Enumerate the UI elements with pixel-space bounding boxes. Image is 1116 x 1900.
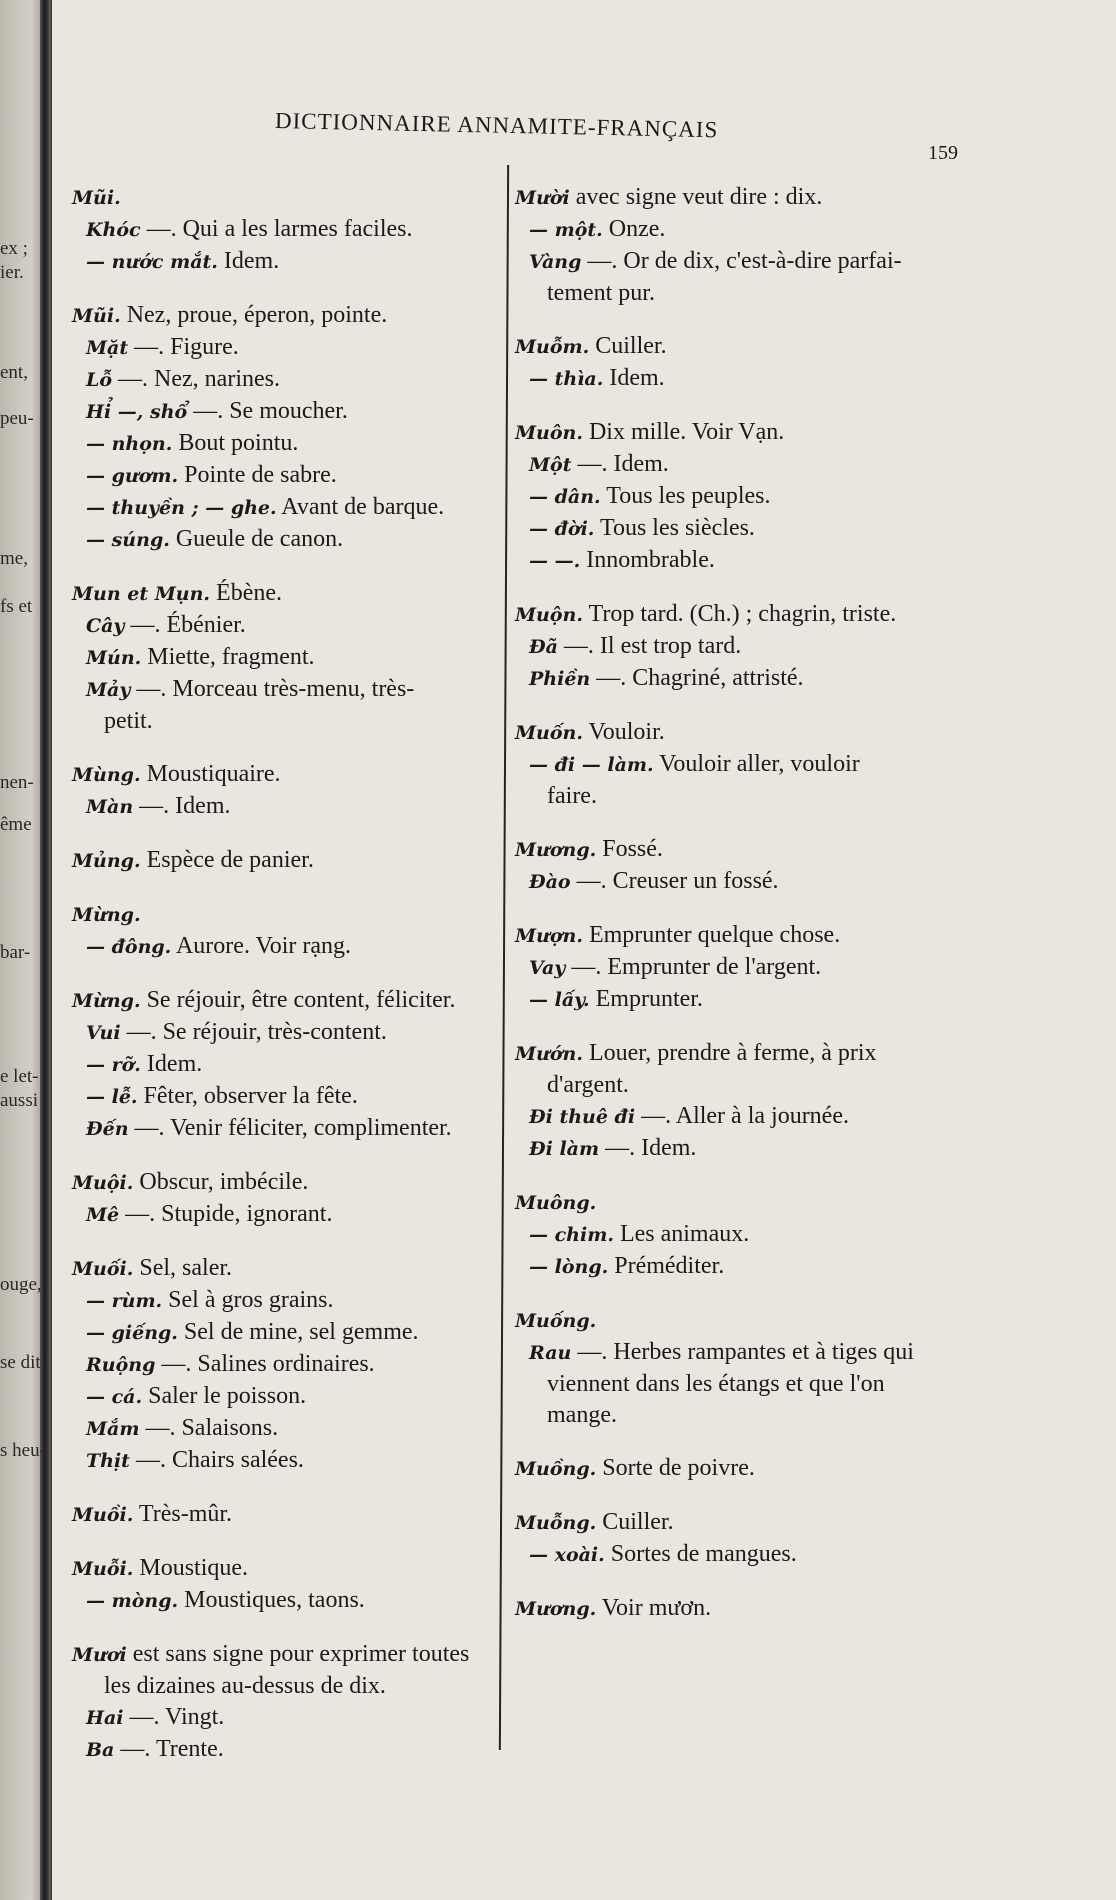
entry-headline [72,899,492,931]
entry-subline [72,1413,492,1445]
headword: Mũi. [72,305,121,327]
headword: Ruộng [86,1354,156,1376]
entry-subline [72,460,492,492]
definition-text: Avant de barque. [276,494,445,520]
headword: Phiền [529,668,591,690]
headword: — dân. [529,486,601,508]
entry-headline [72,759,492,791]
headword: Muông. [515,1192,597,1214]
definition-text: —. Emprunter de l'argent. [565,954,822,980]
headword: — rùm. [86,1290,163,1312]
definition-text: Aurore. Voir rạng. [171,933,352,959]
definition-text: Cuiller. [589,333,667,359]
dictionary-entry [72,899,492,963]
entry-subline [72,791,492,823]
definition-text: Sel, saler. [133,1255,233,1281]
headword: Vàng [529,251,582,273]
entry-subline [72,332,492,364]
headword: Mủng. [72,850,141,872]
definition-text: Idem. [217,248,280,274]
dictionary-entry [515,1038,975,1165]
page-number: 159 [928,142,958,164]
headword: Muồng. [515,1458,597,1480]
dictionary-entry [515,1187,975,1283]
definition-text: Bout pointu. [172,430,299,456]
definition-text: —. Stupide, ignorant. [119,1201,333,1227]
entry-headline [72,1167,492,1199]
entry-headline [515,599,975,631]
headword: — đời. [529,518,595,540]
entry-subline [72,1445,492,1477]
headword: Mừng. [72,904,141,926]
definition-text: —. Se moucher. [187,398,348,424]
definition-text: les dizaines au-dessus de dix. [104,1673,386,1699]
definition-text: —. Or de dix, c'est-à-dire parfai- [581,248,902,274]
headword: Mắm [86,1418,140,1440]
entry-headline [72,1253,492,1285]
definition-text: Louer, prendre à ferme, à prix [582,1040,877,1066]
definition-text: Cuiller. [596,1509,674,1535]
right-column [515,182,975,1647]
entry-headline [72,1499,492,1531]
entry-subline [515,1133,975,1165]
dictionary-entry [515,1507,975,1571]
headword: — lòng. [529,1256,609,1278]
entry-subline [515,1369,975,1400]
entry-subline [515,1251,975,1283]
dictionary-entry [72,1553,492,1617]
headword: Cây [86,615,125,637]
entry-subline [72,642,492,674]
dictionary-entry [72,1499,492,1531]
headword: Mê [86,1204,120,1226]
entry-subline [515,363,975,395]
entry-headline [515,1038,975,1070]
previous-page-fragment: se dit [0,1352,41,1373]
headword: Muộn. [515,604,583,626]
headword: — một. [529,219,603,241]
entry-subline [72,492,492,524]
dictionary-entry [515,417,975,577]
headword: Rau [529,1342,572,1364]
headword: — lễ. [86,1086,138,1108]
entry-subline [515,481,975,513]
dictionary-entry [72,1253,492,1477]
dictionary-entry [72,1167,492,1231]
definition-text: Espèce de panier. [140,847,314,873]
left-column [72,182,492,1788]
definition-text: Sorte de poivre. [596,1455,755,1481]
definition-text: —. Chagriné, attristé. [590,665,804,691]
dictionary-entry [515,834,975,898]
definition-text: Pointe de sabre. [178,462,337,488]
entry-subline [72,1381,492,1413]
headword: Muỗng. [515,1512,597,1534]
entry-subline [72,1285,492,1317]
entry-subline [72,1049,492,1081]
definition-text: Onze. [602,216,666,242]
definition-text: —. Aller à la journée. [635,1103,849,1129]
definition-text: Moustiques, taons. [178,1587,365,1613]
entry-subline [72,214,492,246]
entry-subline [72,931,492,963]
previous-page-fragment: ême [0,814,32,835]
headword: Đi làm [529,1138,600,1160]
headword: — giếng. [86,1322,178,1344]
binding-shadow [40,0,49,1900]
entry-headline [515,182,975,214]
headword: — —. [529,550,581,572]
definition-text: Très-mûr. [133,1501,233,1527]
entry-subline [515,449,975,481]
entry-subline [515,631,975,663]
definition-text: Emprunter quelque chose. [582,922,841,948]
headword: Màn [86,796,134,818]
definition-text: Tous les siècles. [594,515,755,541]
definition-text: Gueule de canon. [169,526,344,552]
dictionary-entry [72,182,492,278]
definition-text: faire. [547,783,597,809]
entry-subline [72,428,492,460]
entry-subline [515,781,975,812]
entry-headline [72,300,492,332]
column-divider [499,165,509,1750]
entry-subline [72,1113,492,1145]
entry-subline [72,1199,492,1231]
dictionary-entry [72,300,492,556]
headword: Muỗm. [515,336,590,358]
previous-page-fragment: ex ; [0,238,28,259]
dictionary-entry [72,1639,492,1766]
entry-subline [72,1349,492,1381]
entry-subline [72,364,492,396]
definition-text: est sans signe pour exprimer toutes [126,1641,470,1667]
previous-page-fragment: fs et [0,596,33,617]
previous-page-fragment: me, [0,548,28,569]
definition-text: —. Venir féliciter, complimenter. [128,1115,452,1141]
definition-text: Nez, proue, éperon, pointe. [120,302,388,328]
definition-text: Emprunter. [589,986,703,1012]
definition-text: Idem. [603,365,665,391]
definition-text: Moustique. [133,1555,249,1581]
headword: Mười [515,187,570,209]
entry-subline [515,663,975,695]
headword: — súng. [86,529,170,551]
definition-text: —. Creuser un fossé. [570,868,779,894]
entry-subline [515,1400,975,1431]
headword: Mương. [515,839,597,861]
headword: Một [529,454,572,476]
headword: Đi thuê đi [529,1106,636,1128]
entry-headline [515,1507,975,1539]
headword: — mòng. [86,1590,179,1612]
entry-subline [72,396,492,428]
headword: Hỉ —, shổ [86,401,188,423]
definition-text: —. Il est trop tard. [557,633,742,659]
definition-text: Sel de mine, sel gemme. [177,1319,419,1345]
headword: — thuyền ; — ghe. [86,497,277,519]
definition-text: —. Figure. [128,334,239,360]
entry-subline [72,1585,492,1617]
headword: Muôn. [515,422,583,444]
headword: Vay [529,957,566,979]
headword: — lấy. [529,989,590,1011]
definition-text: —. Chairs salées. [129,1447,304,1473]
headword: Mảy [86,679,131,701]
entry-subline [515,278,975,309]
entry-subline [515,1070,975,1101]
entry-subline [515,984,975,1016]
definition-text: —. Nez, narines. [112,366,280,392]
previous-page-fragment: nen- [0,772,34,793]
definition-text: petit. [104,708,153,734]
headword: Muống. [515,1310,597,1332]
definition-text: Obscur, imbécile. [133,1169,309,1195]
entry-headline [515,331,975,363]
page-title: DICTIONNAIRE ANNAMITE-FRANÇAIS [274,108,719,143]
entry-subline [515,246,975,278]
definition-text: —. Qui a les larmes faciles. [140,216,413,242]
headword: Mũi. [72,187,121,209]
dictionary-entry [72,578,492,737]
definition-text: Sortes de mangues. [604,1541,797,1567]
entry-subline [72,1317,492,1349]
previous-page-fragment: ier. [0,262,24,283]
headword: Mặt [86,337,129,359]
definition-text: —. Se réjouir, très-content. [120,1019,387,1045]
previous-page-fragment: bar- [0,942,31,963]
definition-text: —. Vingt. [123,1704,225,1730]
entry-headline [515,1453,975,1485]
entry-subline [72,1734,492,1766]
definition-text: Dix mille. Voir Vạn. [582,419,785,445]
headword: Mún. [86,647,142,669]
entry-subline [72,1671,492,1702]
entry-headline [515,1593,975,1625]
headword: — nhọn. [86,433,173,455]
definition-text: Les animaux. [613,1221,750,1247]
headword: Mươi [72,1644,127,1666]
definition-text: Idem. [140,1051,203,1077]
previous-page-fragment: ent, [0,362,28,383]
entry-subline [515,1337,975,1369]
entry-subline [515,214,975,246]
definition-text: Miette, fragment. [141,644,315,670]
entry-subline [515,513,975,545]
dictionary-entry [515,1593,975,1625]
headword: — nước mắt. [86,251,218,273]
headword: — chim. [529,1224,614,1246]
entry-subline [515,545,975,577]
dictionary-entry [515,920,975,1016]
entry-headline [515,717,975,749]
definition-text: —. Morceau très-menu, très- [130,676,415,702]
entry-subline [515,952,975,984]
entry-subline [72,524,492,556]
entry-headline [515,1187,975,1219]
dictionary-entry [515,599,975,695]
headword: Đến [86,1118,129,1140]
dictionary-entry [515,1305,975,1431]
definition-text: —. Salines ordinaires. [155,1351,375,1377]
headword: Hai [86,1707,124,1729]
headword: — gươm. [86,465,179,487]
entry-headline [72,985,492,1017]
previous-page-fragment: peu- [0,408,34,429]
headword: Mừng. [72,990,141,1012]
entry-headline [515,1305,975,1337]
headword: Muồi. [72,1504,134,1526]
headword: — đi — làm. [529,754,654,776]
dictionary-entry [515,717,975,812]
definition-text: Vouloir aller, vouloir [653,751,860,777]
entry-subline [515,1539,975,1571]
headword: — xoài. [529,1544,605,1566]
dictionary-entry [515,182,975,309]
headword: Ba [86,1739,115,1761]
headword: Mun et Mụn. [72,583,211,605]
headword: Mùng. [72,764,141,786]
headword: — cá. [86,1386,143,1408]
definition-text: —. Idem. [133,793,231,819]
dictionary-entry [515,1453,975,1485]
headword: Thịt [86,1450,130,1472]
definition-text: —. Ébénier. [124,612,246,638]
headword: Mượn. [515,925,583,947]
dictionary-entry [72,845,492,877]
definition-text: Ébène. [210,580,282,606]
headword: — thìa. [529,368,604,390]
definition-text: Tous les peuples. [600,483,771,509]
definition-text: —. Herbes rampantes et à tiges qui [571,1339,914,1365]
entry-headline [515,920,975,952]
entry-subline [515,749,975,781]
definition-text: Fêter, observer la fête. [137,1083,358,1109]
entry-subline [72,610,492,642]
headword: Đã [529,636,558,658]
definition-text: tement pur. [547,280,655,306]
dictionary-entry [515,331,975,395]
entry-subline [72,1081,492,1113]
previous-page-fragment: s heu- [0,1440,46,1461]
headword: Muốn. [515,722,583,744]
headword: Lỗ [86,369,113,391]
entry-headline [72,845,492,877]
headword: Mương. [515,1598,597,1620]
definition-text: —. Salaisons. [139,1415,279,1441]
entry-subline [515,866,975,898]
dictionary-entry [72,985,492,1145]
definition-text: d'argent. [547,1072,629,1098]
headword: Khóc [86,219,141,241]
previous-page-fragment: ouge, [0,1274,42,1295]
definition-text: Voir mươn. [596,1595,712,1621]
headword: Vui [86,1022,121,1044]
entry-headline [515,417,975,449]
definition-text: avec signe veut dire : dix. [569,184,823,210]
definition-text: Moustiquaire. [140,761,281,787]
dictionary-entry [72,759,492,823]
entry-subline [72,674,492,706]
headword: Muỗi. [72,1558,134,1580]
definition-text: —. Idem. [599,1135,697,1161]
entry-headline [72,182,492,214]
entry-headline [72,578,492,610]
definition-text: Fossé. [596,836,663,862]
entry-subline [515,1219,975,1251]
definition-text: Vouloir. [582,719,665,745]
definition-text: —. Trente. [114,1736,224,1762]
entry-headline [72,1553,492,1585]
headword: — rỡ. [86,1054,141,1076]
entry-subline [72,246,492,278]
definition-text: Saler le poisson. [142,1383,307,1409]
entry-subline [72,706,492,737]
definition-text: —. Idem. [571,451,669,477]
entry-subline [72,1702,492,1734]
entry-subline [72,1017,492,1049]
headword: Muối. [72,1258,134,1280]
previous-page-fragment: aussi [0,1090,38,1111]
entry-headline [72,1639,492,1671]
definition-text: mange. [547,1402,617,1428]
definition-text: Innombrable. [580,547,715,573]
headword: — đông. [86,936,172,958]
entry-subline [515,1101,975,1133]
headword: Mướn. [515,1043,583,1065]
definition-text: Préméditer. [608,1253,725,1279]
previous-page-fragment: e let- [0,1066,39,1087]
definition-text: Trop tard. (Ch.) ; chagrin, triste. [582,601,897,627]
headword: Muội. [72,1172,134,1194]
entry-headline [515,834,975,866]
definition-text: viennent dans les étangs et que l'on [547,1371,885,1397]
headword: Đào [529,871,571,893]
definition-text: Sel à gros grains. [162,1287,334,1313]
definition-text: Se réjouir, être content, féliciter. [140,987,456,1013]
